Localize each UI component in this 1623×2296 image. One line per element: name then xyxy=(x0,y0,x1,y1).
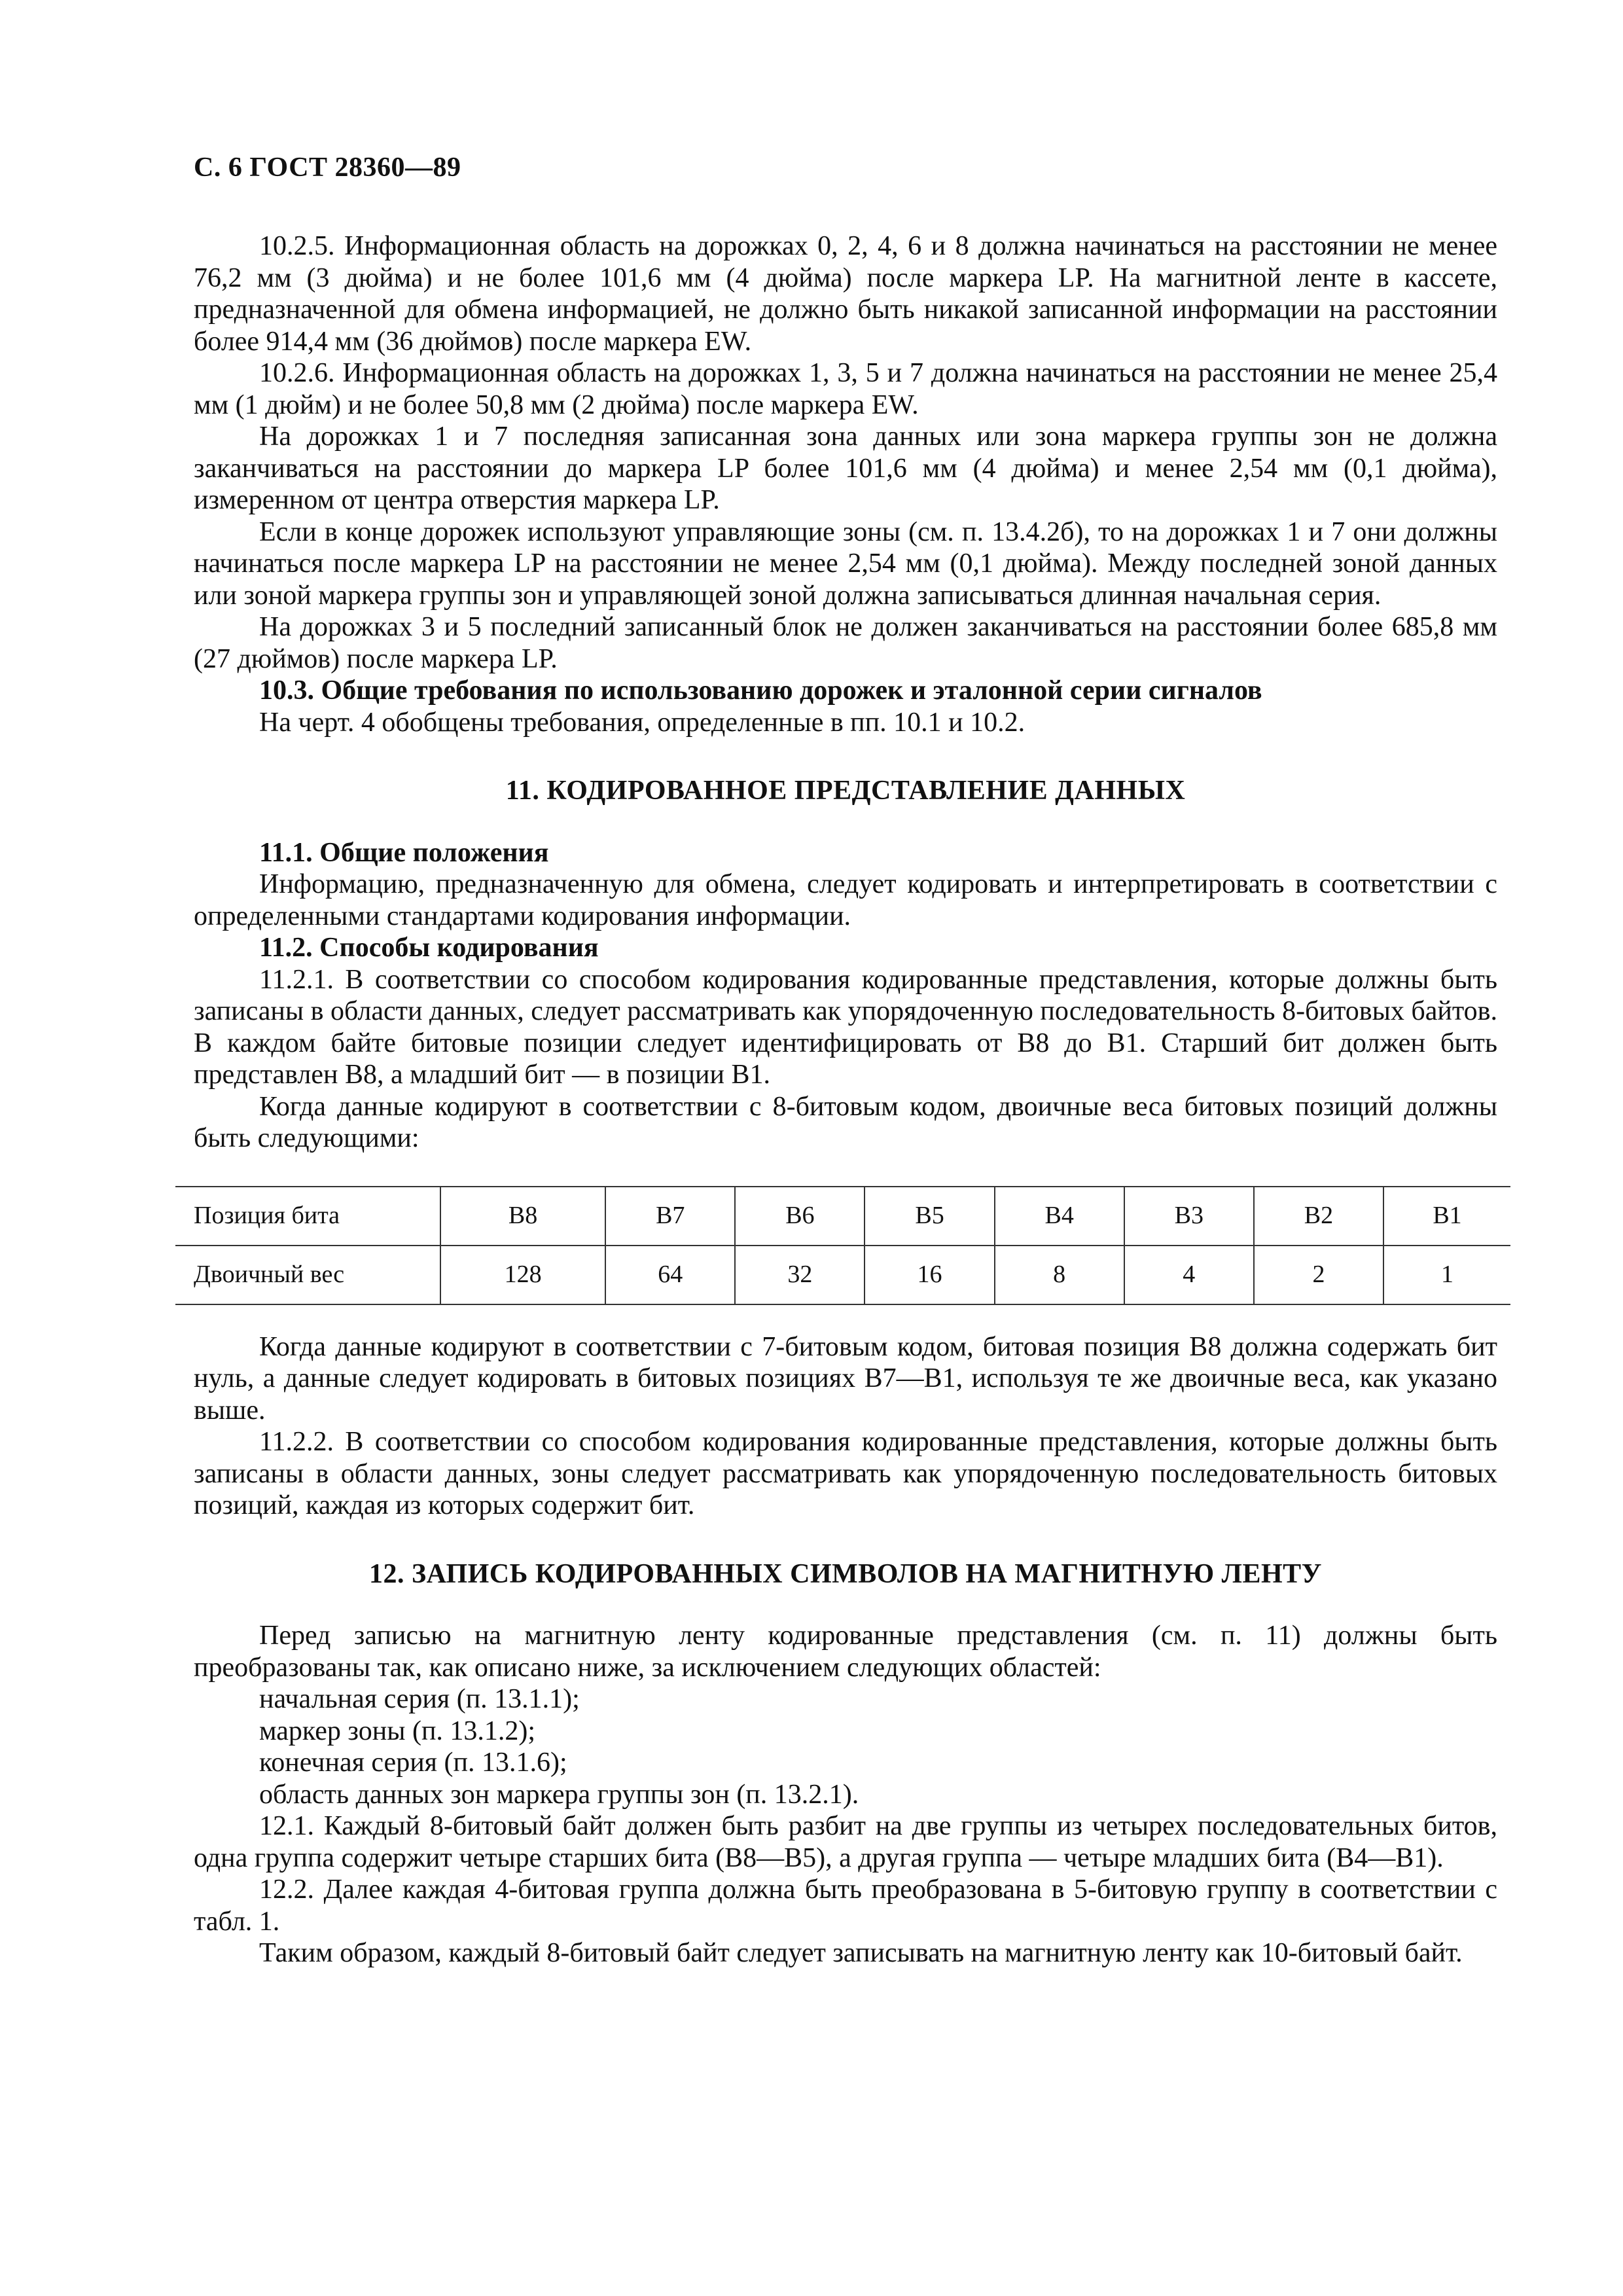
section-title-12: 12. ЗАПИСЬ КОДИРОВАННЫХ СИМВОЛОВ НА МАГНИТНУЮ ЛЕНТУ xyxy=(369,1558,1322,1589)
table-cell-weight: 128 xyxy=(440,1246,605,1304)
table-cell-position: B7 xyxy=(605,1187,735,1246)
table-cell-position: B2 xyxy=(1254,1187,1383,1246)
list-item: конечная серия (п. 13.1.6); xyxy=(259,1748,567,1778)
paragraph-control-zones: Если в конце дорожек используют управляющие зоны (см. п. 13.4.2б), то на дорожках 1 и 7 они должны начинаться после маркера LP на расстоянии не менее 2,54 мм (0,1 дюйма). Между последней зоной данных или зоной маркера группы зон и управляющей зоной должна записываться длинная начальная серия. xyxy=(194,516,1497,611)
table-row-label: Позиция бита xyxy=(175,1187,440,1246)
table-cell-weight: 8 xyxy=(995,1246,1124,1304)
list-item: маркер зоны (п. 13.1.2); xyxy=(259,1715,536,1746)
paragraph-12-intro: Перед записью на магнитную ленту кодированные представления (см. п. 11) должны быть преобразованы так, как описано ниже, за исключением следующих областей: xyxy=(194,1621,1497,1683)
paragraph-tracks-3-5: На дорожках 3 и 5 последний записанный блок не должен заканчиваться на расстоянии более 685,8 мм (27 дюймов) после маркера LP. xyxy=(194,612,1497,674)
section-title-11: 11. КОДИРОВАННОЕ ПРЕДСТАВЛЕНИЕ ДАННЫХ xyxy=(505,776,1186,806)
table-row-positions xyxy=(175,1187,1510,1246)
table-cell-weight: 1 xyxy=(1383,1246,1510,1304)
paragraph-11-2-1: 11.2.1. В соответствии со способом кодирования кодированные представления, которые должны быть записаны в области данных, следует рассматривать как упорядоченную последовательность 8-битовых байтов. В каждом байте битовые позиции следует идентифицировать от B8 до B1. Старший бит должен быть представлен B8, а младший бит — в позиции B1. xyxy=(194,964,1497,1090)
table-cell-position: B6 xyxy=(735,1187,865,1246)
document-body xyxy=(194,230,1497,1969)
table-cell-weight: 64 xyxy=(605,1246,735,1304)
table-cell-weight: 4 xyxy=(1124,1246,1254,1304)
table-cell-position: B5 xyxy=(865,1187,994,1246)
paragraph-11-2-2: 11.2.2. В соответствии со способом кодирования кодированные представления, которые должны быть записаны в области данных, зоны следует рассматривать как упорядоченную последовательность битовых позиций, каждая из которых содержит бит. xyxy=(194,1427,1497,1520)
list-item: область данных зон маркера группы зон (п. 13.2.1). xyxy=(259,1779,859,1810)
paragraph-11-1: Информацию, предназначенную для обмена, следует кодировать и интерпретировать в соответствии с определенными стандартами кодирования информации. xyxy=(194,869,1497,931)
subheading-10-3: 10.3. Общие требования по использованию дорожек и эталонной серии сигналов xyxy=(259,675,1262,706)
table-cell-position: B1 xyxy=(1383,1187,1510,1246)
page-header: С. 6 ГОСТ 28360—89 xyxy=(194,152,461,183)
table-cell-position: B8 xyxy=(440,1187,605,1246)
table-row-weights xyxy=(175,1246,1510,1304)
subheading-11-2: 11.2. Способы кодирования xyxy=(259,933,599,963)
paragraph-conclusion: Таким образом, каждый 8-битовый байт следует записывать на магнитную ленту как 10-битовый байт. xyxy=(259,1938,1463,1968)
subheading-11-1: 11.1. Общие положения xyxy=(259,837,549,868)
paragraph-10-2-6: 10.2.6. Информационная область на дорожках 1, 3, 5 и 7 должна начинаться на расстоянии не менее 25,4 мм (1 дюйм) и не более 50,8 мм (2 дюйма) после маркера EW. xyxy=(194,358,1497,420)
table-row-label: Двоичный вес xyxy=(175,1246,440,1304)
paragraph-10-2-5: 10.2.5. Информационная область на дорожках 0, 2, 4, 6 и 8 должна начинаться на расстоянии не менее 76,2 мм (3 дюйма) и не более 101,6 мм (4 дюйма) после маркера LP. На магнитной ленте в кассете, предназначенной для обмена информацией, не должно быть никакой записанной информации на расстоянии более 914,4 мм (36 дюймов) после маркера EW. xyxy=(194,231,1497,357)
paragraph-12-1: 12.1. Каждый 8-битовый байт должен быть разбит на две группы из четырех последовательных битов, одна группа содержит четыре старших бита (B8—B5), а другая группа — четыре младших бита (B4—B1). xyxy=(194,1811,1497,1873)
paragraph-tracks-1-7: На дорожках 1 и 7 последняя записанная зона данных или зона маркера группы зон не должна заканчиваться на расстоянии до маркера LP более 101,6 мм (4 дюйма) и менее 2,54 мм (0,1 дюйма), измеренном от центра отверстия маркера LP. xyxy=(194,422,1497,515)
paragraph-12-2: 12.2. Далее каждая 4-битовая группа должна быть преобразована в 5-битовую группу в соответствии с табл. 1. xyxy=(194,1874,1497,1937)
table-cell-position: B3 xyxy=(1124,1187,1254,1246)
table-cell-weight: 16 xyxy=(865,1246,994,1304)
table-cell-weight: 2 xyxy=(1254,1246,1383,1304)
paragraph-10-3: На черт. 4 обобщены требования, определенные в пп. 10.1 и 10.2. xyxy=(259,707,1026,738)
bit-weights-table xyxy=(175,1186,1510,1305)
paragraph-8bit-weights: Когда данные кодируют в соответствии с 8-битовым кодом, двоичные веса битовых позиций должны быть следующими: xyxy=(194,1091,1497,1153)
list-item: начальная серия (п. 13.1.1); xyxy=(259,1684,580,1714)
table-cell-position: B4 xyxy=(995,1187,1124,1246)
table-cell-weight: 32 xyxy=(735,1246,865,1304)
paragraph-7bit: Когда данные кодируют в соответствии с 7-битовым кодом, битовая позиция B8 должна содержать бит нуль, а данные следует кодировать в битовых позициях B7—B1, используя те же двоичные веса, как указано выше. xyxy=(194,1331,1497,1426)
